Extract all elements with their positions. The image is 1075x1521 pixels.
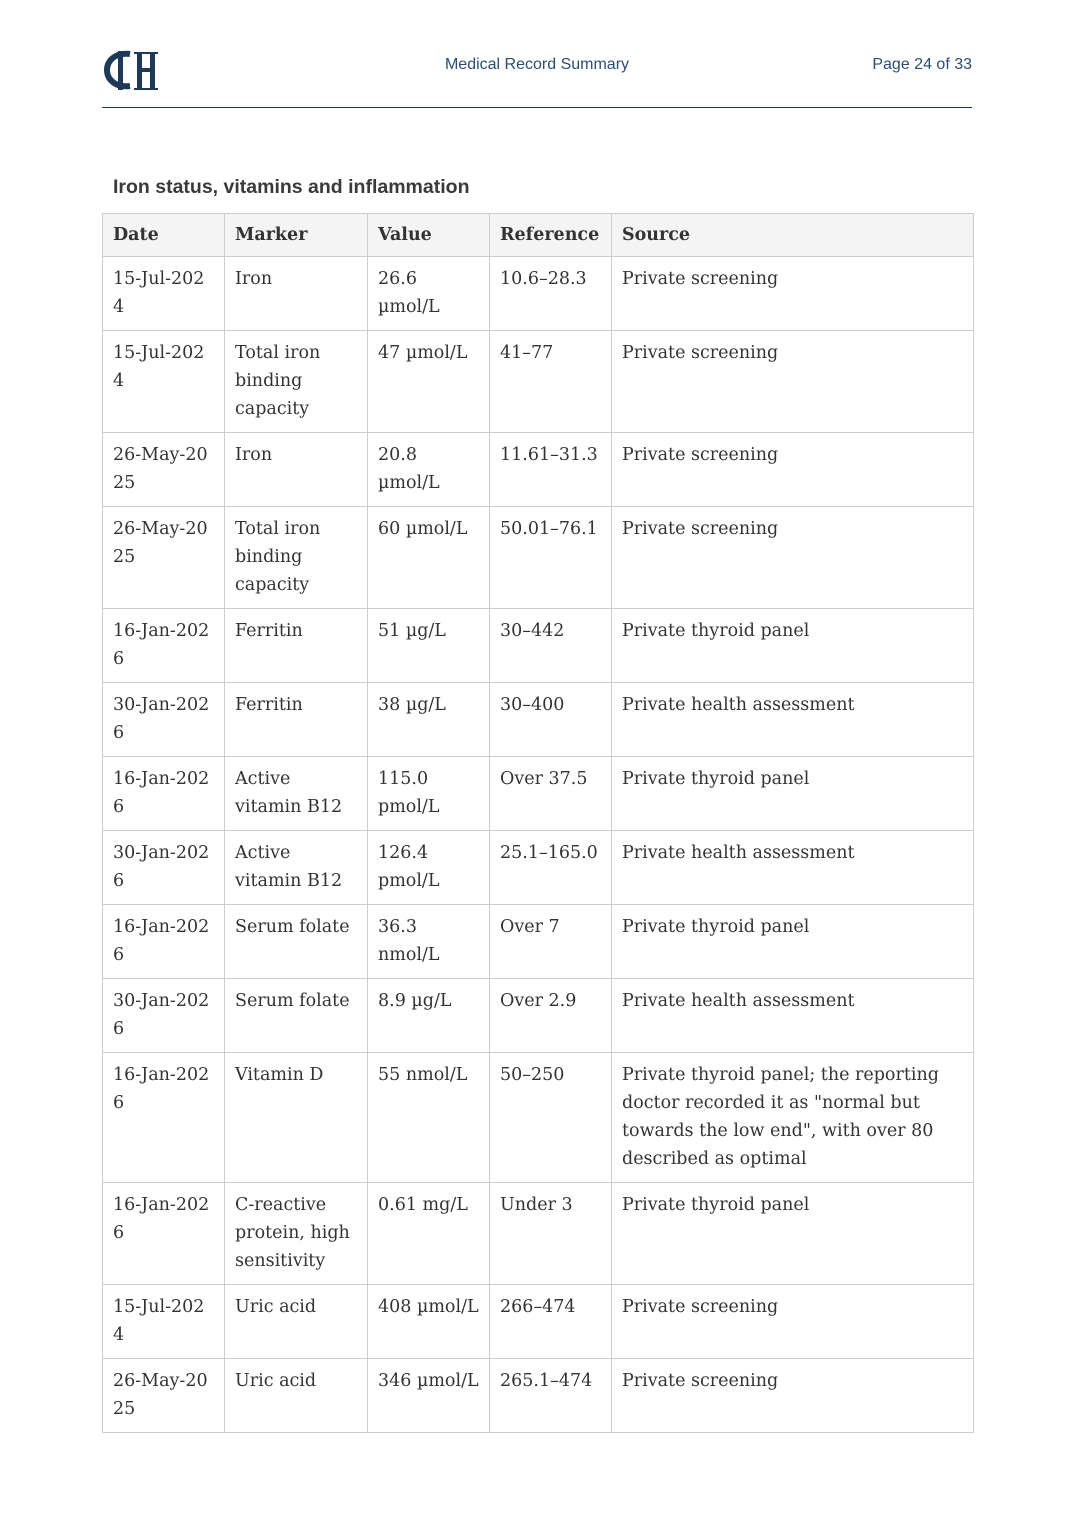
cell-marker: Ferritin bbox=[225, 683, 368, 757]
cell-value: 26.6 µmol/L bbox=[368, 257, 490, 331]
cell-source: Private thyroid panel bbox=[612, 1183, 974, 1285]
page-number: Page 24 of 33 bbox=[872, 56, 972, 73]
cell-date: 16-Jan-2026 bbox=[103, 905, 225, 979]
cell-reference: 50.01–76.1 bbox=[490, 507, 612, 609]
table-row bbox=[103, 1183, 974, 1285]
cell-value: 38 µg/L bbox=[368, 683, 490, 757]
column-header-reference: Reference bbox=[490, 214, 612, 257]
cell-reference: 11.61–31.3 bbox=[490, 433, 612, 507]
cell-source: Private thyroid panel bbox=[612, 609, 974, 683]
cell-source: Private health assessment bbox=[612, 979, 974, 1053]
table-row bbox=[103, 331, 974, 433]
cell-date: 30-Jan-2026 bbox=[103, 979, 225, 1053]
table-row bbox=[103, 905, 974, 979]
table-row bbox=[103, 683, 974, 757]
cell-source: Private screening bbox=[612, 331, 974, 433]
cell-reference: 25.1–165.0 bbox=[490, 831, 612, 905]
cell-marker: Serum folate bbox=[225, 905, 368, 979]
page-header bbox=[102, 44, 972, 108]
cell-date: 15-Jul-2024 bbox=[103, 257, 225, 331]
lab-results-table bbox=[102, 213, 974, 1433]
column-header-date: Date bbox=[103, 214, 225, 257]
cell-reference: 30–400 bbox=[490, 683, 612, 757]
cell-source: Private health assessment bbox=[612, 831, 974, 905]
table-header-row bbox=[103, 214, 974, 257]
cell-value: 20.8 µmol/L bbox=[368, 433, 490, 507]
cell-reference: 10.6–28.3 bbox=[490, 257, 612, 331]
cell-date: 26-May-2025 bbox=[103, 507, 225, 609]
table-row bbox=[103, 831, 974, 905]
cell-date: 16-Jan-2026 bbox=[103, 1053, 225, 1183]
cell-source: Private thyroid panel bbox=[612, 757, 974, 831]
table-row bbox=[103, 609, 974, 683]
table-row bbox=[103, 1359, 974, 1433]
cell-marker: Vitamin D bbox=[225, 1053, 368, 1183]
section-title: Iron status, vitamins and inflammation bbox=[113, 176, 470, 198]
cell-date: 26-May-2025 bbox=[103, 433, 225, 507]
cell-reference: 41–77 bbox=[490, 331, 612, 433]
cell-marker: Iron bbox=[225, 257, 368, 331]
cell-source: Private thyroid panel bbox=[612, 905, 974, 979]
cell-date: 15-Jul-2024 bbox=[103, 331, 225, 433]
cell-value: 8.9 µg/L bbox=[368, 979, 490, 1053]
cell-reference: Under 3 bbox=[490, 1183, 612, 1285]
table-row bbox=[103, 757, 974, 831]
cell-value: 55 nmol/L bbox=[368, 1053, 490, 1183]
cell-value: 0.61 mg/L bbox=[368, 1183, 490, 1285]
cell-source: Private screening bbox=[612, 507, 974, 609]
column-header-marker: Marker bbox=[225, 214, 368, 257]
document-title: Medical Record Summary bbox=[444, 56, 630, 73]
cell-marker: Uric acid bbox=[225, 1359, 368, 1433]
table-row bbox=[103, 433, 974, 507]
cell-marker: Serum folate bbox=[225, 979, 368, 1053]
cell-marker: Uric acid bbox=[225, 1285, 368, 1359]
cell-date: 16-Jan-2026 bbox=[103, 757, 225, 831]
cell-value: 60 µmol/L bbox=[368, 507, 490, 609]
cell-value: 408 µmol/L bbox=[368, 1285, 490, 1359]
cell-date: 30-Jan-2026 bbox=[103, 683, 225, 757]
cell-value: 47 µmol/L bbox=[368, 331, 490, 433]
cell-date: 16-Jan-2026 bbox=[103, 1183, 225, 1285]
cell-marker: C-reactive protein, high sensitivity bbox=[225, 1183, 368, 1285]
cell-value: 51 µg/L bbox=[368, 609, 490, 683]
cell-marker: Active vitamin B12 bbox=[225, 831, 368, 905]
cell-value: 346 µmol/L bbox=[368, 1359, 490, 1433]
cell-marker: Active vitamin B12 bbox=[225, 757, 368, 831]
cell-marker: Ferritin bbox=[225, 609, 368, 683]
column-header-source: Source bbox=[612, 214, 974, 257]
cell-source: Private health assessment bbox=[612, 683, 974, 757]
cell-marker: Total iron binding capacity bbox=[225, 507, 368, 609]
cell-source: Private thyroid panel; the reporting doctor recorded it as "normal but towards the low end", with over 80 described as optimal bbox=[612, 1053, 974, 1183]
cell-value: 36.3 nmol/L bbox=[368, 905, 490, 979]
cell-source: Private screening bbox=[612, 433, 974, 507]
cell-reference: Over 7 bbox=[490, 905, 612, 979]
cell-reference: Over 37.5 bbox=[490, 757, 612, 831]
cell-date: 26-May-2025 bbox=[103, 1359, 225, 1433]
cell-source: Private screening bbox=[612, 1285, 974, 1359]
cell-reference: 265.1–474 bbox=[490, 1359, 612, 1433]
cell-reference: 30–442 bbox=[490, 609, 612, 683]
table-row bbox=[103, 1053, 974, 1183]
cell-marker: Iron bbox=[225, 433, 368, 507]
cell-date: 15-Jul-2024 bbox=[103, 1285, 225, 1359]
cell-source: Private screening bbox=[612, 1359, 974, 1433]
cell-source: Private screening bbox=[612, 257, 974, 331]
cell-reference: 266–474 bbox=[490, 1285, 612, 1359]
table-row bbox=[103, 979, 974, 1053]
cell-date: 30-Jan-2026 bbox=[103, 831, 225, 905]
cell-date: 16-Jan-2026 bbox=[103, 609, 225, 683]
cell-reference: Over 2.9 bbox=[490, 979, 612, 1053]
column-header-value: Value bbox=[368, 214, 490, 257]
cell-reference: 50–250 bbox=[490, 1053, 612, 1183]
table-row bbox=[103, 1285, 974, 1359]
cell-marker: Total iron binding capacity bbox=[225, 331, 368, 433]
table-row bbox=[103, 257, 974, 331]
cell-value: 126.4 pmol/L bbox=[368, 831, 490, 905]
table-row bbox=[103, 507, 974, 609]
cell-value: 115.0 pmol/L bbox=[368, 757, 490, 831]
